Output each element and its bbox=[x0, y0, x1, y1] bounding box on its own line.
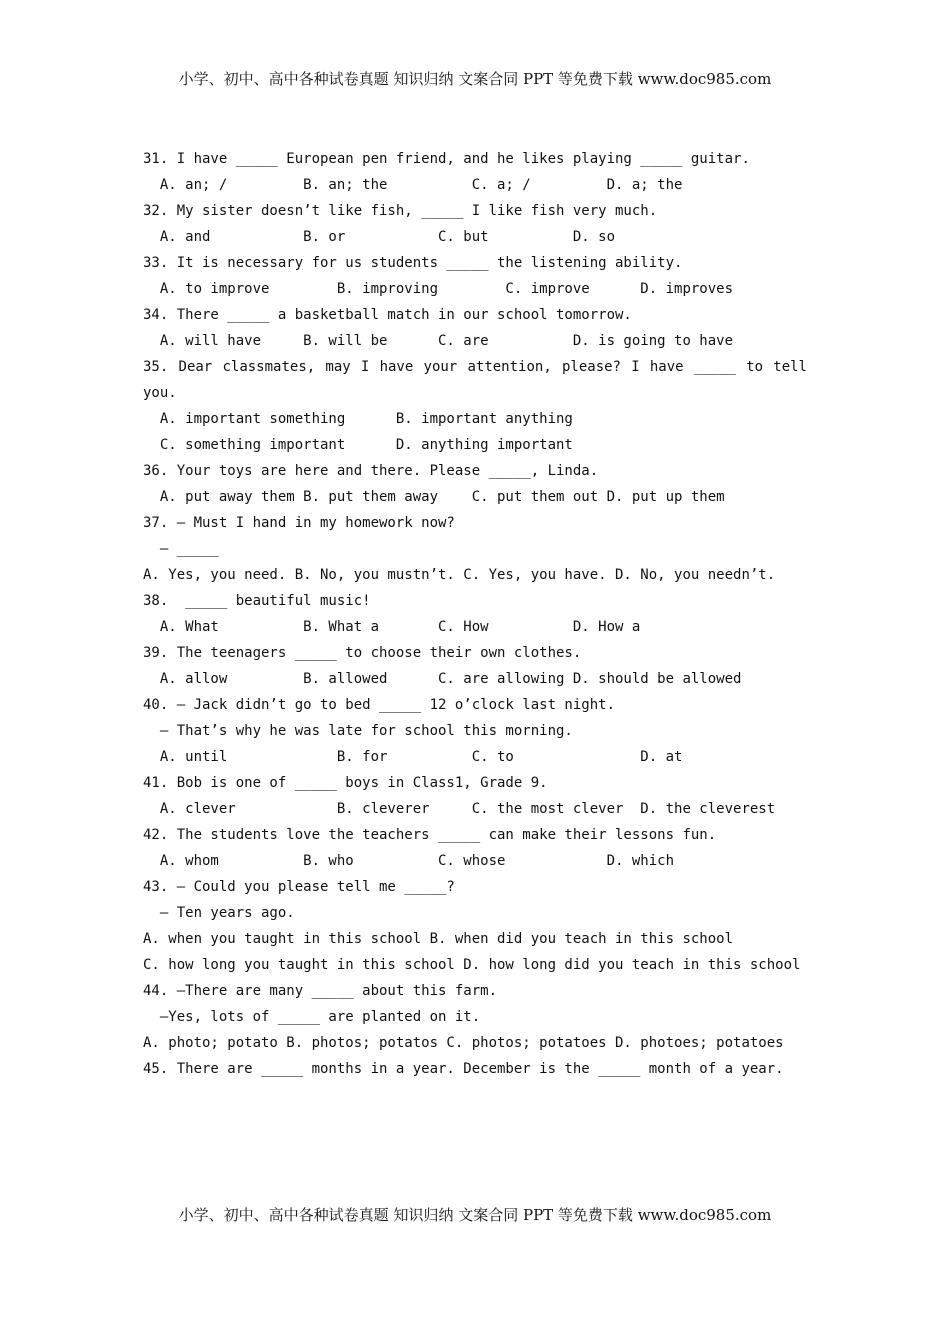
q37-response: — _____ bbox=[143, 541, 219, 557]
q44-response: —Yes, lots of _____ are planted on it. bbox=[143, 1009, 481, 1025]
q37-options: A. Yes, you need. B. No, you mustn’t. C. Yes, you have. D. No, you needn’t. bbox=[143, 567, 776, 583]
q40-response: — That’s why he was late for school this morning. bbox=[143, 723, 573, 739]
q33-options: A. to improve B. improving C. improve D. improves bbox=[143, 281, 734, 297]
q44-stem: 44. —There are many _____ about this farm. bbox=[143, 983, 498, 999]
q43-stem: 43. — Could you please tell me _____? bbox=[143, 879, 455, 895]
q39-stem: 39. The teenagers _____ to choose their own clothes. bbox=[143, 645, 582, 661]
q38-stem: 38. _____ beautiful music! bbox=[143, 593, 371, 609]
q32-stem: 32. My sister doesn’t like fish, _____ I like fish very much. bbox=[143, 203, 658, 219]
q40-options: A. until B. for C. to D. at bbox=[143, 749, 683, 765]
q31-options: A. an; / B. an; the C. a; / D. a; the bbox=[143, 177, 683, 193]
page-header: 小学、初中、高中各种试卷真题 知识归纳 文案合同 PPT 等免费下载 www.doc985.com bbox=[178, 70, 772, 88]
q34-options: A. will have B. will be C. are D. is going to have bbox=[143, 333, 734, 349]
q39-options: A. allow B. allowed C. are allowing D. should be allowed bbox=[143, 671, 742, 687]
question-list bbox=[143, 146, 807, 1082]
q43-options-ab: A. when you taught in this school B. when did you teach in this school bbox=[143, 931, 734, 947]
q32-options: A. and B. or C. but D. so bbox=[143, 229, 616, 245]
q37-stem: 37. — Must I hand in my homework now? bbox=[143, 515, 455, 531]
q38-options: A. What B. What a C. How D. How a bbox=[143, 619, 641, 635]
page-footer: 小学、初中、高中各种试卷真题 知识归纳 文案合同 PPT 等免费下载 www.doc985.com bbox=[178, 1206, 772, 1224]
q35-stem: 35. Dear classmates, may I have your attention, please? I have _____ to tell you. bbox=[143, 359, 807, 401]
q43-options-cd: C. how long you taught in this school D. how long did you teach in this school bbox=[143, 957, 801, 973]
q36-options: A. put away them B. put them away C. put them out D. put up them bbox=[143, 489, 725, 505]
q43-response: — Ten years ago. bbox=[143, 905, 295, 921]
q33-stem: 33. It is necessary for us students _____ the listening ability. bbox=[143, 255, 683, 271]
q42-options: A. whom B. who C. whose D. which bbox=[143, 853, 675, 869]
q40-stem: 40. — Jack didn’t go to bed _____ 12 o’clock last night. bbox=[143, 697, 616, 713]
q45-stem: 45. There are _____ months in a year. December is the _____ month of a year. bbox=[143, 1061, 784, 1077]
q35-options-ab: A. important something B. important anything bbox=[143, 411, 573, 427]
q44-options: A. photo; potato B. photos; potatos C. photos; potatoes D. photoes; potatoes bbox=[143, 1035, 784, 1051]
q31-stem: 31. I have _____ European pen friend, and he likes playing _____ guitar. bbox=[143, 151, 750, 167]
q35-options-cd: C. something important D. anything important bbox=[143, 437, 573, 453]
q34-stem: 34. There _____ a basketball match in our school tomorrow. bbox=[143, 307, 632, 323]
q41-options: A. clever B. cleverer C. the most clever D. the cleverest bbox=[143, 801, 776, 817]
q42-stem: 42. The students love the teachers _____ can make their lessons fun. bbox=[143, 827, 717, 843]
q41-stem: 41. Bob is one of _____ boys in Class1, Grade 9. bbox=[143, 775, 548, 791]
q36-stem: 36. Your toys are here and there. Please _____, Linda. bbox=[143, 463, 599, 479]
